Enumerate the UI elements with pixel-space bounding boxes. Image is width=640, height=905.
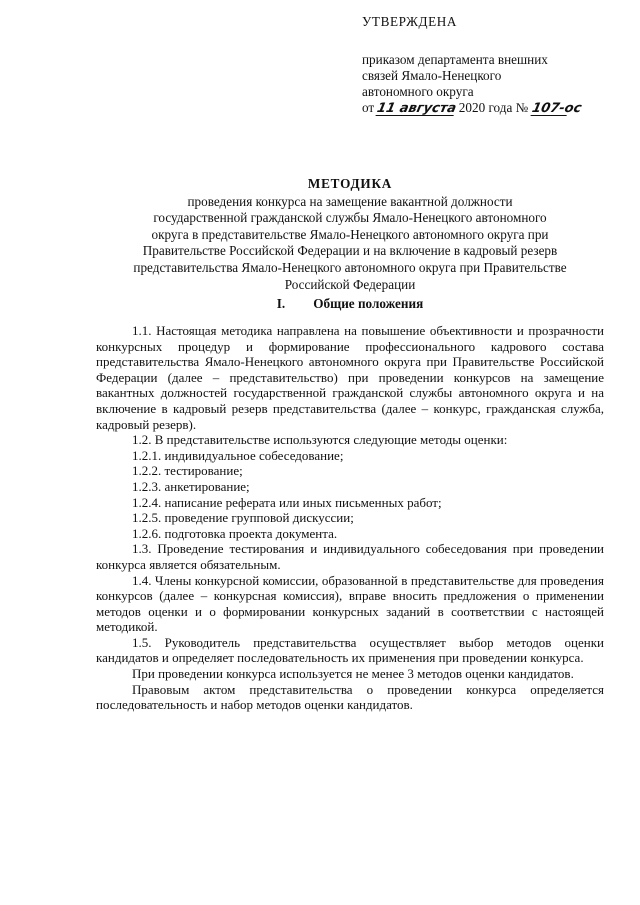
approval-line-1: приказом департамента внешних: [362, 52, 548, 67]
list-item: 1.2.5. проведение групповой дискуссии;: [132, 510, 354, 526]
title-line: Российской Федерации: [284, 276, 416, 292]
document-body: [96, 323, 604, 713]
approval-heading: УТВЕРЖДЕНА: [362, 14, 458, 29]
paragraph: При проведении конкурса используется не менее 3 методов оценки кандидатов.: [132, 666, 574, 682]
approval-from-label: от: [362, 100, 375, 115]
approval-line-3: автономного округа: [362, 84, 474, 99]
list-item: 1.2.2. тестирование;: [132, 463, 243, 479]
paragraph: 1.3. Проведение тестирования и индивидуального собеседования при проведении конкурса является обязательным.: [96, 541, 604, 572]
section-heading: [100, 296, 600, 312]
approval-date-line: [362, 100, 622, 116]
list-item: 1.2.6. подготовка проекта документа.: [132, 525, 338, 541]
paragraph: 1.5. Руководитель представительства осуществляет выбор методов оценки кандидатов и определяет последовательность их применения при проведении конкурса.: [96, 634, 604, 666]
title-line: государственной гражданской службы Ямало-Ненецкого автономного: [153, 210, 547, 226]
title-line: проведения конкурса на замещение вакантной должности: [187, 193, 513, 209]
handwritten-order-number: 107-ос: [530, 101, 583, 116]
approval-stamp: [362, 14, 622, 116]
title-line: округа в представительстве Ямало-Ненецкого автономного округа при: [151, 226, 549, 242]
section-number: I.: [276, 296, 286, 311]
paragraph: 1.2. В представительстве используются следующие методы оценки:: [132, 432, 508, 448]
paragraph: Правовым актом представительства о проведении конкурса определяется последовательность и набор методов оценки кандидатов.: [96, 681, 604, 713]
document-title-block: [100, 176, 600, 293]
list-item: 1.2.1. индивидуальное собеседование;: [132, 447, 344, 463]
list-item: 1.2.4. написание реферата или иных письменных работ;: [132, 494, 442, 510]
paragraph: 1.4. Члены конкурсной комиссии, образованной в представительстве для проведения конкурсов (далее – конкурсная комиссия), вправе вносить предложения о применении методов оценки и о формировании конкурсных заданий в соответствии с настоящей методикой.: [96, 572, 604, 635]
approval-year-text: 2020 года №: [458, 100, 529, 115]
handwritten-date: 11 августа: [375, 101, 459, 116]
approval-line-2: связей Ямало-Ненецкого: [362, 68, 502, 83]
title-line: Правительстве Российской Федерации и на включение в кадровый резерв: [142, 243, 558, 259]
paragraph: 1.1. Настоящая методика направлена на повышение объективности и прозрачности конкурсных процедур и формирование профессионального кадрового состава представительства Ямало-Ненецкого автономного округа при Правительстве Российской Федерации (далее – представительство) при проведении конкурсов на замещение вакантных должностей государственной гражданской службы автономного округа и на включение в кадровый резерв представительства (далее – конкурс, гражданская служба, кадровый резерв).: [96, 323, 604, 432]
title-line: представительства Ямало-Ненецкого автономного округа при Правительстве: [133, 259, 567, 275]
section-title: Общие положения: [313, 296, 424, 311]
document-title: МЕТОДИКА: [307, 176, 393, 191]
list-item: 1.2.3. анкетирование;: [132, 478, 250, 494]
